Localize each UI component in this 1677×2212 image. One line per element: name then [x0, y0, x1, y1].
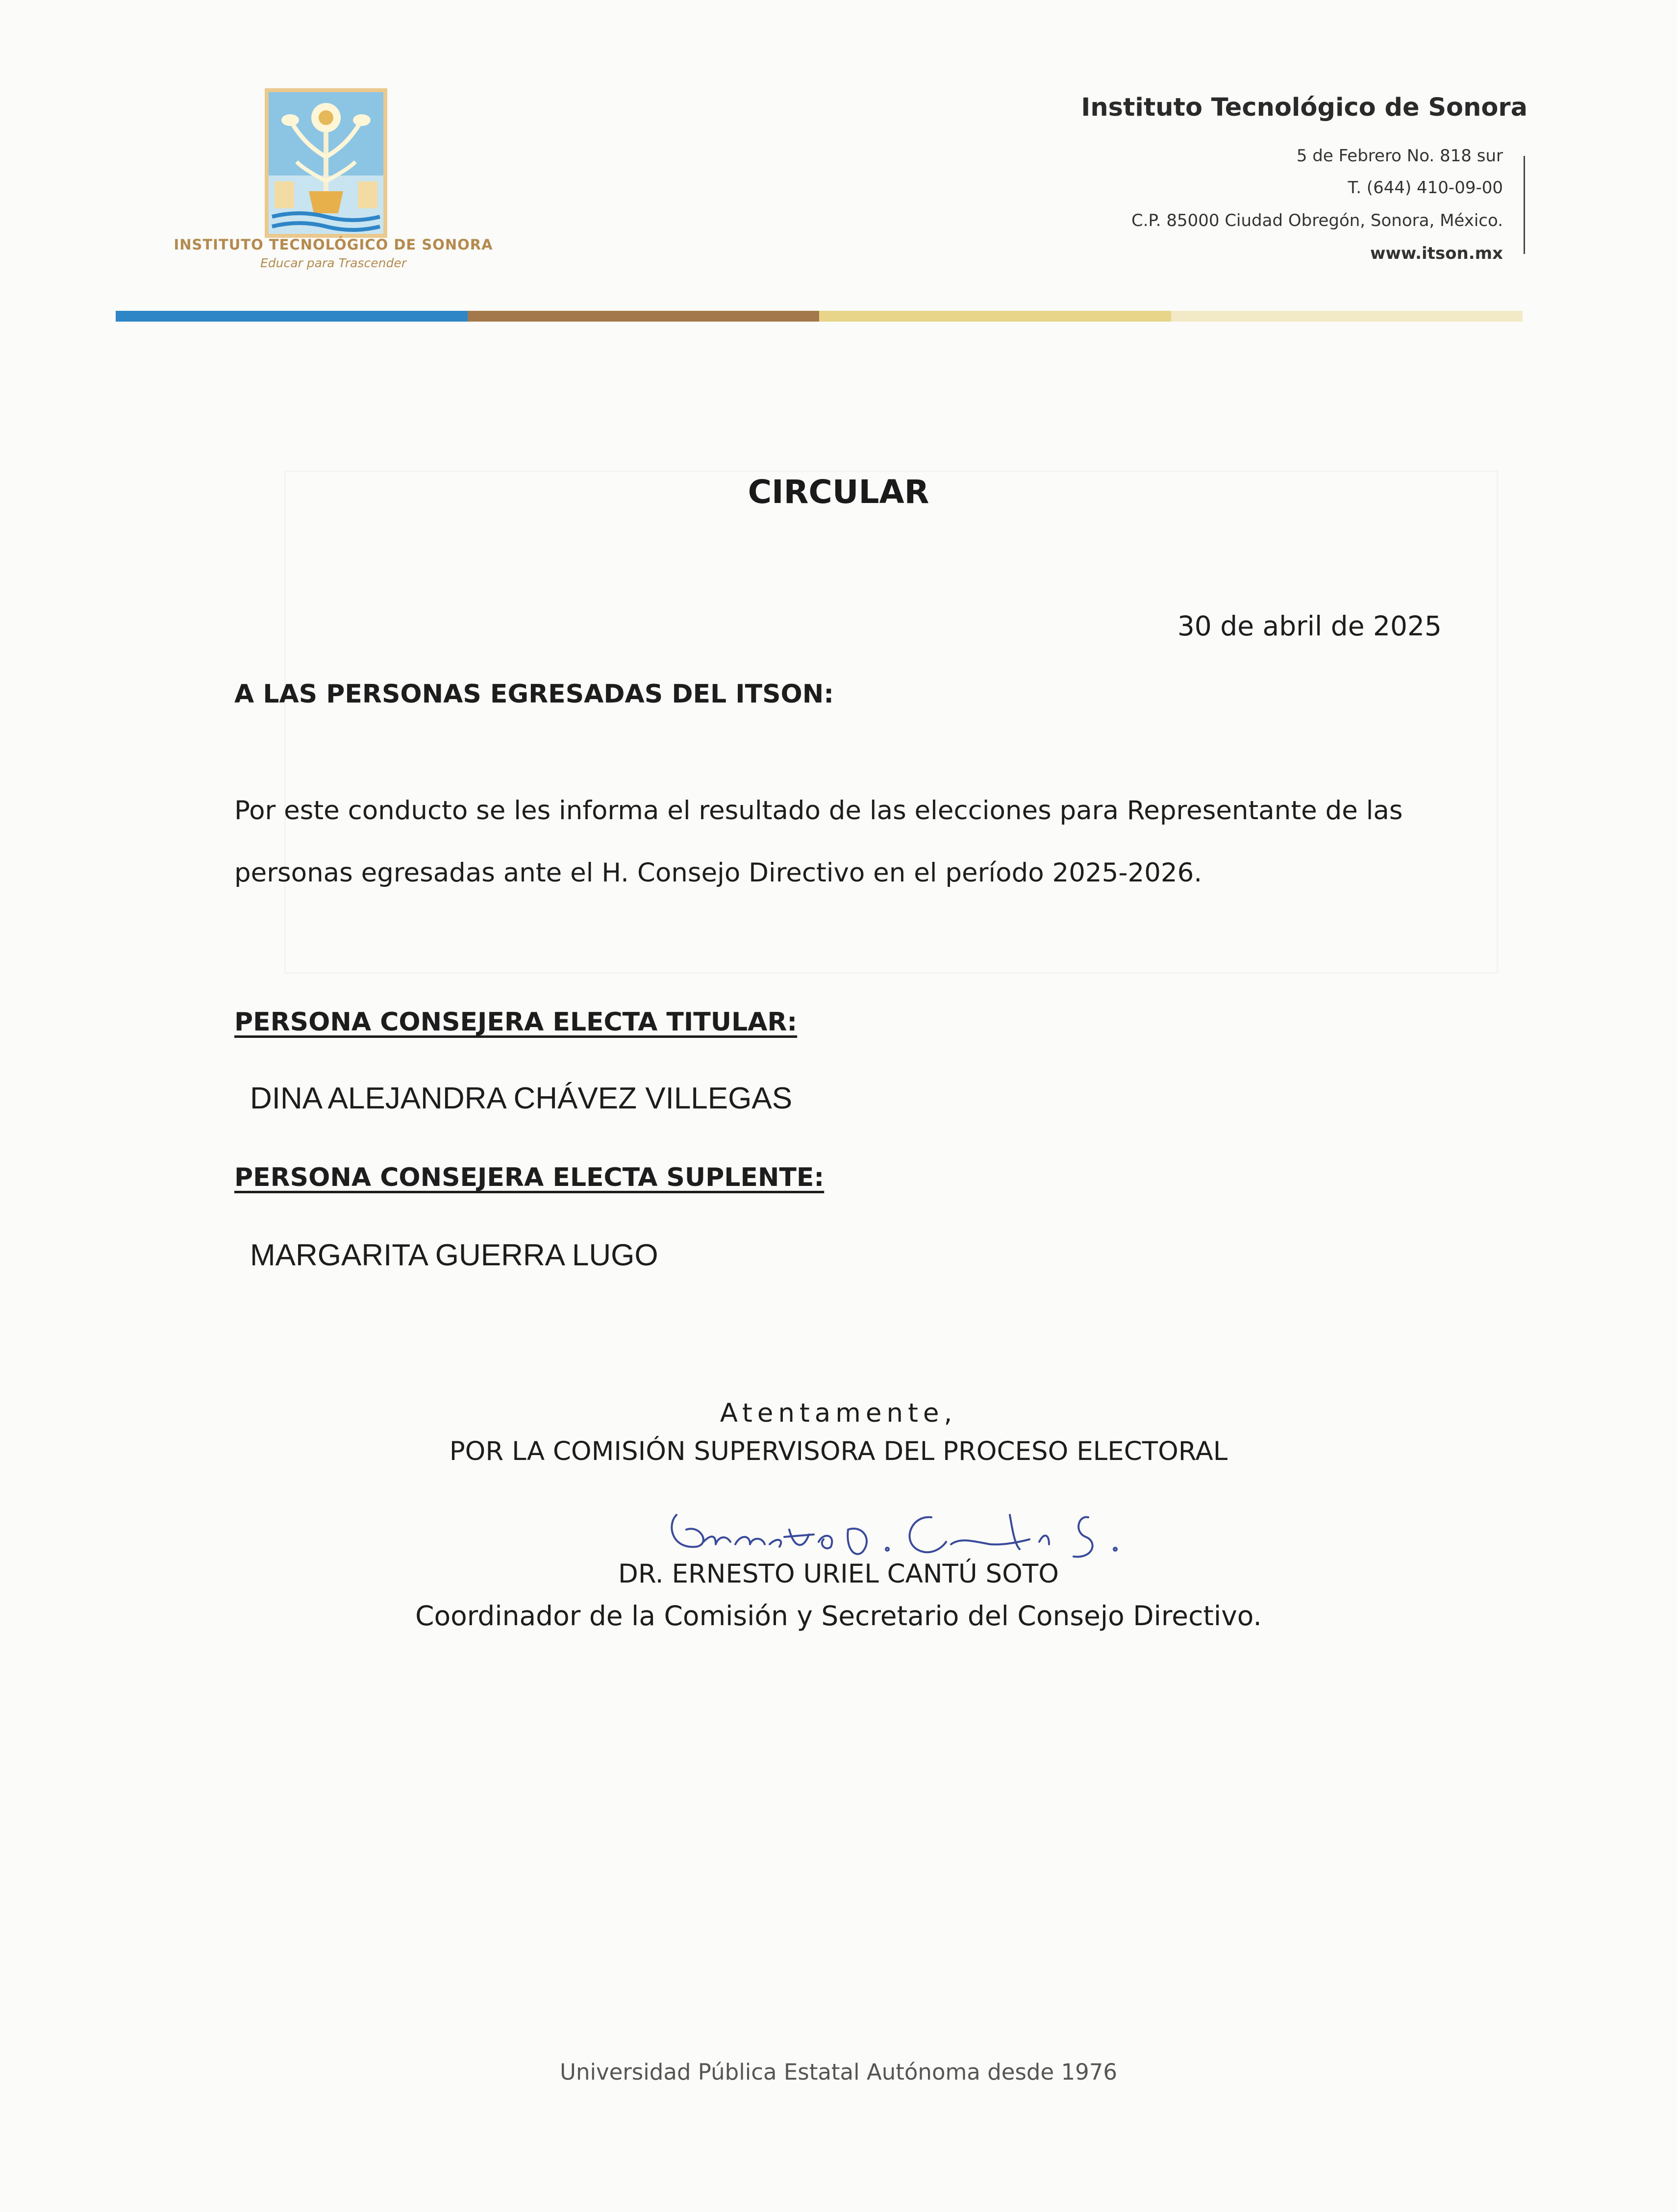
color-bar-segment [1171, 311, 1523, 322]
titular-name: DINA ALEJANDRA CHÁVEZ VILLEGAS [250, 1081, 793, 1115]
suplente-name: MARGARITA GUERRA LUGO [250, 1238, 658, 1272]
logo-motto: Educar para Trascender [260, 256, 406, 270]
addressee: A LAS PERSONAS EGRESADAS DEL ITSON: [234, 679, 834, 709]
closing-salutation: Atentamente, [720, 1398, 957, 1428]
color-bar-segment [819, 311, 1171, 322]
document-date: 30 de abril de 2025 [1177, 610, 1442, 642]
color-bar-segment [468, 311, 820, 322]
document-title: CIRCULAR [748, 473, 929, 511]
itson-emblem-icon [265, 88, 387, 238]
signer-role: Coordinador de la Comisión y Secretario del Consejo Directivo. [415, 1600, 1262, 1632]
titular-heading: PERSONA CONSEJERA ELECTA TITULAR: [234, 1007, 798, 1037]
phone-number: T. (644) 410-09-00 [1348, 178, 1503, 198]
header-divider [1524, 156, 1525, 254]
footer-text: Universidad Pública Estatal Autónoma desde 1976 [560, 2059, 1117, 2085]
street-address: 5 de Febrero No. 818 sur [1296, 146, 1503, 166]
body-paragraph-line-2: personas egresadas ante el H. Consejo Directivo en el período 2025-2026. [234, 858, 1202, 888]
color-bar-segment [116, 311, 468, 322]
website-link[interactable]: www.itson.mx [1370, 244, 1503, 263]
body-paragraph-line-1: Por este conducto se les informa el resultado de las elecciones para Representante de las [234, 796, 1403, 826]
header-color-bar [116, 311, 1523, 322]
signer-name: DR. ERNESTO URIEL CANTÚ SOTO [618, 1559, 1059, 1589]
city-address: C.P. 85000 Ciudad Obregón, Sonora, México. [1131, 211, 1503, 230]
logo-institution-name: INSTITUTO TECNOLÓGICO DE SONORA [174, 236, 493, 253]
institution-logo [162, 83, 505, 279]
suplente-heading: PERSONA CONSEJERA ELECTA SUPLENTE: [234, 1163, 825, 1192]
institution-name: Instituto Tecnológico de Sonora [1081, 93, 1527, 122]
bleed-through-table [284, 471, 1498, 974]
commission-name: POR LA COMISIÓN SUPERVISORA DEL PROCESO ELECTORAL [449, 1436, 1228, 1466]
